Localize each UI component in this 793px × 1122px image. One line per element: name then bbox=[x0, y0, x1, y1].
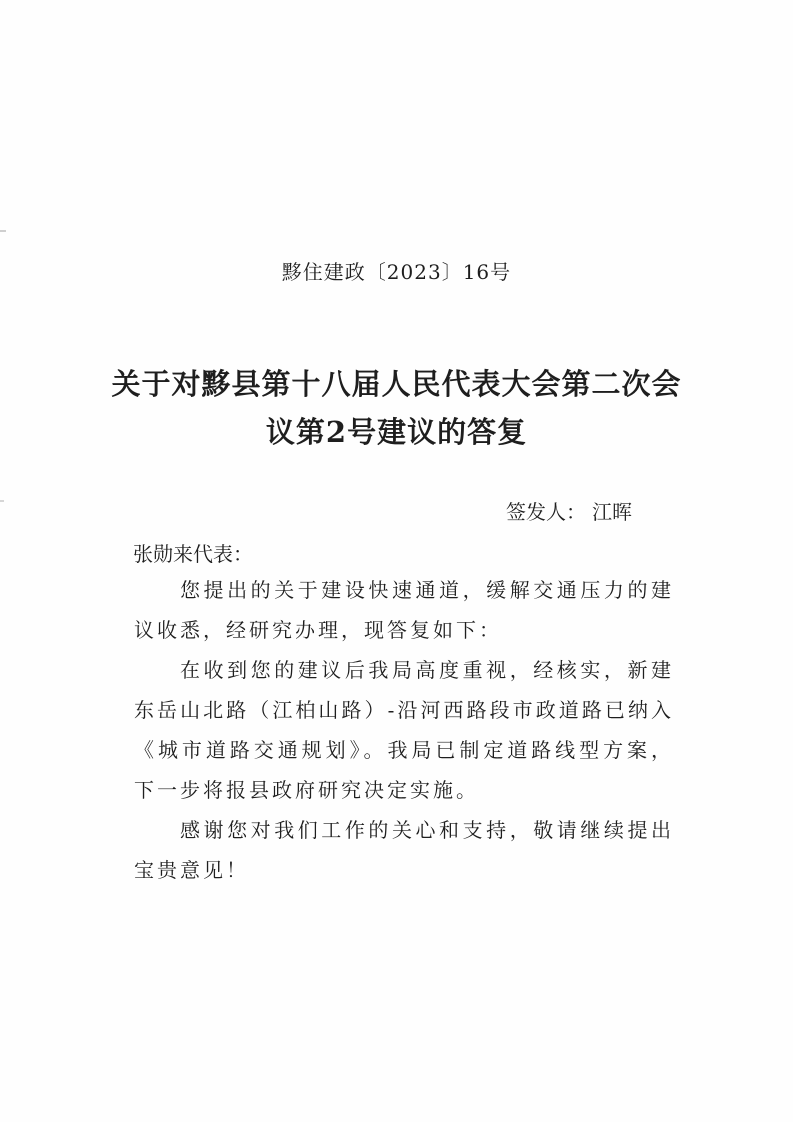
signer-line bbox=[506, 496, 632, 525]
document-title bbox=[100, 360, 693, 456]
scan-edge-mark bbox=[0, 230, 6, 232]
title-line-2: 议第2号建议的答复 bbox=[265, 415, 528, 449]
body-paragraph: 在收到您的建议后我局高度重视，经核实，新建东岳山北路（江柏山路）-沿河西路段市政道路已纳入《城市道路交通规划》。我局已制定道路线型方案，下一步将报县政府研究决定实施。 bbox=[134, 658, 674, 802]
signer-label: 签发人： bbox=[506, 500, 586, 524]
signer-name: 江晖 bbox=[592, 500, 632, 524]
body-paragraph: 您提出的关于建设快速通道，缓解交通压力的建议收悉，经研究办理，现答复如下： bbox=[134, 578, 674, 642]
title-line-1: 关于对黟县第十八届人民代表大会第二次会 bbox=[111, 367, 682, 401]
addressee: 张勋来代表： bbox=[133, 542, 253, 566]
document-number: 黟住建政〔2023〕16号 bbox=[281, 260, 512, 284]
scan-edge-mark bbox=[0, 500, 4, 502]
document-body bbox=[134, 570, 674, 890]
body-paragraph: 感谢您对我们工作的关心和支持，敬请继续提出宝贵意见！ bbox=[134, 818, 674, 882]
